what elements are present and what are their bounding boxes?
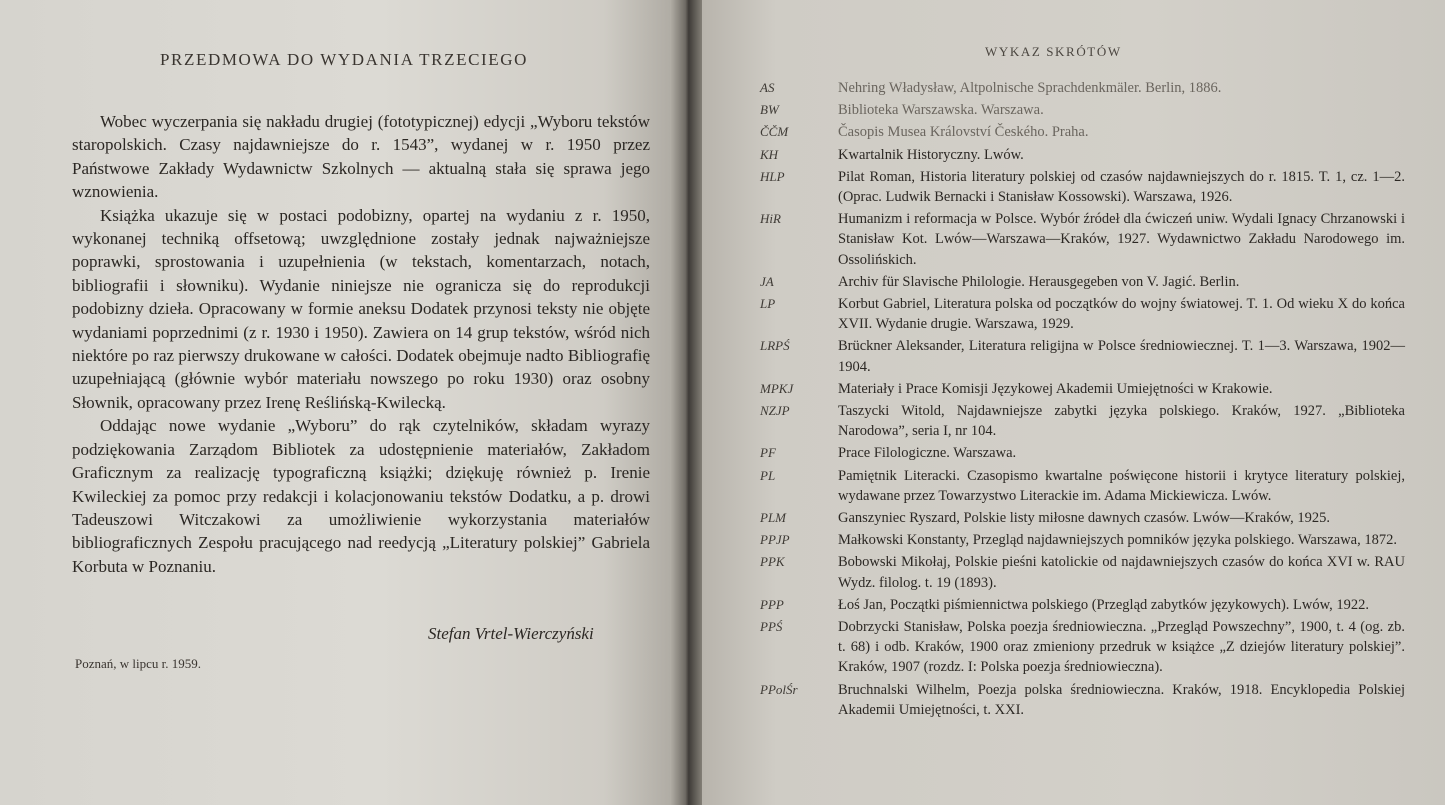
abbreviation-description: Archiv für Slavische Philologie. Herausgegeben von V. Jagić. Berlin. (838, 273, 1240, 290)
abbreviation-description: Bruchnalski Wilhelm, Poezja polska średniowieczna. Kraków, 1918. Encyklopedia Polskiej Akademii Umiejętności, t. XXI. (838, 681, 1405, 718)
list-item (760, 100, 1405, 120)
list-item (760, 401, 1405, 441)
list-item (760, 530, 1405, 550)
list-item (760, 617, 1405, 678)
list-item (760, 595, 1405, 615)
abbreviation: KH (760, 146, 779, 162)
list-item (760, 209, 1405, 270)
list-item (760, 78, 1405, 98)
list-item (760, 680, 1405, 720)
abbreviation: MPKJ (760, 380, 794, 396)
list-item (760, 167, 1405, 207)
abbreviation: HLP (760, 168, 785, 184)
abbreviation-description: Korbut Gabriel, Literatura polska od początków do wojny światowej. T. 1. Od wieku X do końca XVII. Wydanie drugie. Warszawa, 1929. (838, 296, 1405, 333)
left-page (0, 0, 686, 805)
preface-paragraph-3: Oddając nowe wydanie „Wyboru” do rąk czytelników, składam wyrazy podziękowania Zarządom Bibliotek za udostępnienie materiałów, Zakładom Graficznym za realizację typograficzną książki; dziękuję również p. Irenie Kwileckiej za pomoc przy redakcji i kolacjonowaniu tekstów Dodatku, a p. drowi Tadeuszowi Witczakowi za umożliwienie wykorzystania materiałów bibliograficznych Zespołu pracującego nad reedycją „Literatury polskiej” Gabriela Korbuta w Poznaniu. (72, 416, 650, 576)
abbreviations-title: WYKAZ SKRÓTÓW (985, 44, 1122, 59)
preface-paragraph-1: Wobec wyczerpania się nakładu drugiej (fototypicznej) edycji „Wyboru tekstów staropolskich. Czasy najdawniejsze do r. 1543”, wydanej w r. 1950 przez Państwowe Zakłady Wydawnictw Szkolnych — aktualną stała się sprawa jego wznowienia. (72, 112, 650, 202)
preface-paragraph-2: Książka ukazuje się w postaci podobizny, opartej na wydaniu z r. 1950, wykonanej techniką offsetową; uwzględnione zostały jednak najważniejsze poprawki, sprostowania i uzupełnienia (w tekstach, komentarzach, notach, bibliografii i słowniku). Wydanie niniejsze nie ogranicza się do reprodukcji podobizny dzieła. Opracowany w formie aneksu Dodatek przynosi teksty nie objęte wydaniami poprzednimi (z r. 1930 i 1950). Zawiera on 14 grup tekstów, wśród nich niektóre po raz pierwszy drukowane w całości. Dodatek obejmuje nadto Bibliografię uzupełniającą (głównie wybór materiału nowszego po roku 1930) oraz osobny Słownik, opracowany przez Irenę Reślińską-Kwilecką. (72, 205, 650, 412)
abbreviation: JA (760, 273, 774, 289)
list-item (760, 145, 1405, 165)
abbreviation-description: Prace Filologiczne. Warszawa. (838, 445, 1017, 462)
abbreviation: BW (760, 102, 779, 118)
abbreviation-description: Taszycki Witold, Najdawniejsze zabytki języka polskiego. Kraków, 1927. „Biblioteka Narodowa”, seria I, nr 104. (838, 403, 1405, 440)
abbreviation-description: Nehring Władysław, Altpolnische Sprachdenkmäler. Berlin, 1886. (838, 80, 1222, 96)
list-item (760, 466, 1405, 506)
abbreviation-description: Małkowski Konstanty, Przegląd najdawniejszych pomników języka polskiego. Warszawa, 1872. (838, 532, 1397, 549)
abbreviation: NZJP (760, 403, 790, 419)
abbreviation: AS (760, 80, 775, 95)
abbreviation: LRPŚ (760, 338, 790, 354)
abbreviation-description: Materiały i Prace Komisji Językowej Akademii Umiejętności w Krakowie. (838, 380, 1273, 397)
abbreviation-description: Łoś Jan, Początki piśmiennictwa polskiego (Przegląd zabytków językowych). Lwów, 1922. (838, 596, 1370, 613)
abbreviation-description: Biblioteka Warszawska. Warszawa. (838, 102, 1044, 119)
abbreviation: PPK (760, 554, 785, 570)
list-item (760, 294, 1405, 334)
list-item (760, 122, 1405, 142)
list-item (760, 379, 1405, 399)
list-item (760, 552, 1405, 592)
list-item (760, 272, 1405, 292)
abbreviation: PLM (760, 510, 786, 526)
abbreviation: PL (760, 467, 776, 483)
abbreviation: LP (760, 296, 776, 312)
abbreviation-description: Časopis Musea Království Českého. Praha. (838, 124, 1089, 141)
list-item (760, 336, 1405, 376)
abbreviation: PPP (760, 596, 784, 612)
book-gutter (670, 0, 704, 805)
list-item (760, 443, 1405, 463)
place-and-date: Poznań, w lipcu r. 1959. (75, 656, 202, 671)
abbreviation-description: Brückner Aleksander, Literatura religijna w Polsce średniowiecznej. T. 1—3. Warszawa, 1902—1904. (838, 338, 1405, 375)
abbreviation-description: Pamiętnik Literacki. Czasopismo kwartalne poświęcone historii i krytyce literatury polskiej, wydawane przez Towarzystwo Literackie im. Adama Mickiewicza. Lwów. (838, 467, 1405, 504)
preface-title: PRZEDMOWA DO WYDANIA TRZECIEGO (160, 50, 529, 69)
abbreviation-description: Bobowski Mikołaj, Polskie pieśni katolickie od najdawniejszych czasów do końca XVI w. RAU Wydz. filolog. t. 19 (1893). (838, 554, 1405, 591)
author-signature: Stefan Vrtel-Wierczyński (428, 624, 594, 643)
preface-body (72, 110, 650, 578)
abbreviations-list (760, 78, 1405, 722)
abbreviation-description: Pilat Roman, Historia literatury polskiej od czasów najdawniejszych do r. 1815. T. 1, cz. 1—2. (Oprac. Ludwik Bernacki i Stanisław Kossowski). Warszawa, 1926. (838, 168, 1405, 206)
abbreviation-description: Dobrzycki Stanisław, Polska poezja średniowieczna. „Przegląd Powszechny”, 1900, t. 4 (og. zb. t. 68) i odb. Kraków, 1900 oraz zmieniony przedruk w książce „Z dziejów literatury polskiej”. Kraków, 1907 (rozdz. I: Polska poezja średniowieczna). (838, 619, 1405, 676)
abbreviation: ČČM (760, 124, 789, 140)
list-item (760, 508, 1405, 528)
abbreviation-description: Ganszyniec Ryszard, Polskie listy miłosne dawnych czasów. Lwów—Kraków, 1925. (838, 510, 1331, 527)
abbreviation: PF (760, 445, 776, 461)
abbreviation-description: Humanizm i reformacja w Polsce. Wybór źródeł dla ćwiczeń uniw. Wydali Ignacy Chrzanowski i Stanisław Kot. Lwów—Warszawa—Kraków, 1927. Wydawnictwo Zakładu Narodowego im. Ossolińskich. (838, 211, 1405, 268)
abbreviation-description: Kwartalnik Historyczny. Lwów. (838, 146, 1024, 163)
abbreviation: PPJP (760, 532, 790, 548)
abbreviation: PPŚ (760, 619, 783, 635)
abbreviation: HiR (760, 211, 781, 227)
abbreviation: PPolŚr (760, 681, 798, 697)
